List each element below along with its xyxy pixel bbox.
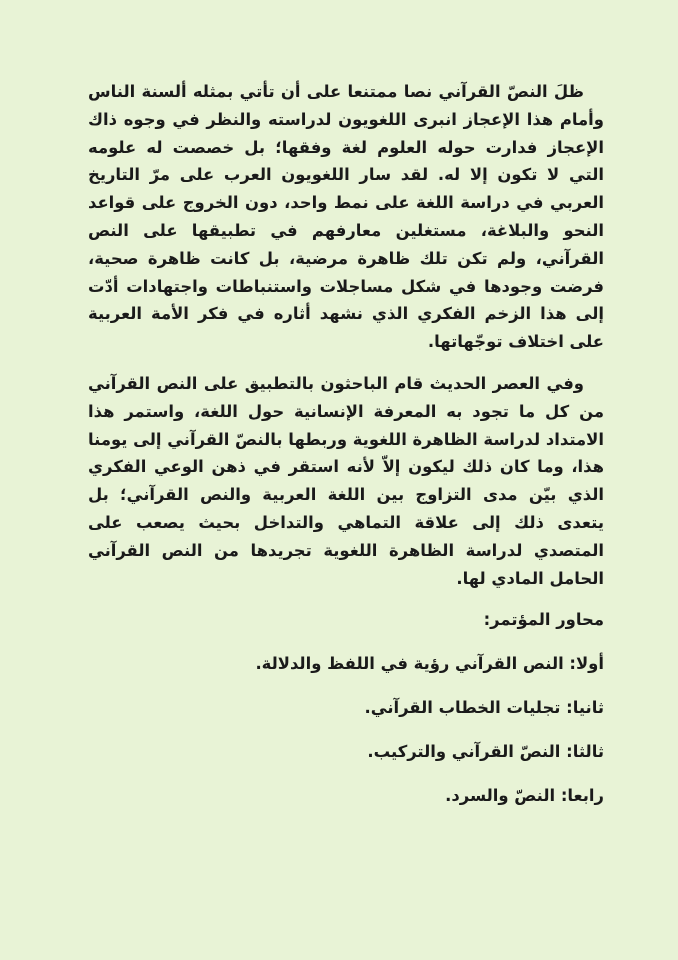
- modern-era-paragraph: وفي العصر الحديث قام الباحثون بالتطبيق على النص القرآني من كل ما تجود به المعرفة الإنسانية حول اللغة، واستمر هذا الامتداد لدراسة الظاهرة اللغوية وربطها بالنصّ القرآني إلى يومنا هذا، وما كان ذلك ليكون إلاّ لأنه استقر في ذهن الوعي الفكري الذي بيّن مدى التزاوج بين اللغة العربية والنص القرآني؛ بل يتعدى ذلك إلى علاقة التماهي والتداخل بحيث يصعب على المتصدي لدراسة الظاهرة اللغوية تجريدها من النص القرآني الحامل المادي لها.: [88, 373, 604, 588]
- axis-item-2: ثانيا: تجليات الخطاب القرآني.: [364, 698, 604, 718]
- conference-axes-heading: محاور المؤتمر:: [483, 610, 604, 630]
- axis-item-4: رابعا: النصّ والسرد.: [445, 786, 604, 806]
- axis-item-1: أولا: النص القرآني رؤية في اللفظ والدلالة.: [255, 654, 604, 674]
- axis-item-3: ثالثا: النصّ القرآني والتركيب.: [367, 742, 604, 762]
- conference-axes-list: [88, 650, 604, 810]
- intro-paragraph: ظلَ النصّ القرآني نصا ممتنعا على أن تأتي بمثله ألسنة الناس وأمام هذا الإعجاز انبرى اللغويون لدراسته والنظر في وجوه ذاك الإعجاز فدارت حوله العلوم لغة وفقها؛ بل خصصت له علومه التي لا تكون إلا له. لقد سار اللغويون العرب على مرّ التاريخ العربي في دراسة اللغة على نمط واحد، دون الخروج على قواعد النحو والبلاغة، مستغلين معارفهم في تطبيقها على النص القرآني، ولم تكن تلك ظاهرة مرضية، بل كانت ظاهرة صحية، فرضت وجودها في شكل مساجلات واستنباطات واجتهادات أدّت إلى هذا الزخم الفكري الذي نشهد أثاره في فكر الأمة العربية على اختلاف توجّهاتها.: [88, 82, 604, 352]
